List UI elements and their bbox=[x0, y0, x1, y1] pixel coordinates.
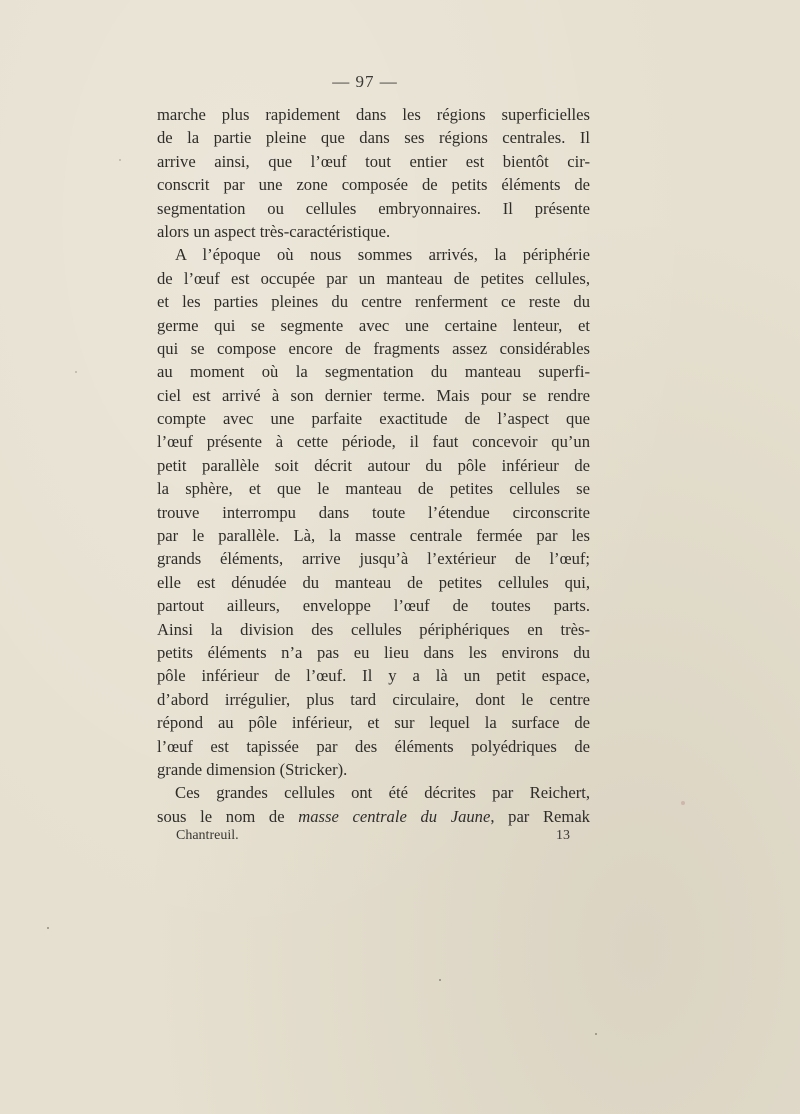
text-line: répond au pôle inférieur, et sur lequel la surface de bbox=[157, 713, 590, 733]
text-line: la sphère, et que le manteau de petites cellules se bbox=[157, 479, 590, 499]
text-line: A l’époque où nous sommes arrivés, la périphérie bbox=[175, 245, 590, 265]
text-line: arrive ainsi, que l’œuf tout entier est bientôt cir- bbox=[157, 151, 590, 171]
text-line: et les parties pleines du centre renferment ce reste du bbox=[157, 292, 590, 312]
printer-signature: Chantreuil. bbox=[176, 828, 239, 843]
text-fragment: sous le nom de bbox=[157, 806, 299, 826]
text-line: de l’œuf est occupée par un manteau de petites cellules, bbox=[157, 268, 590, 288]
text-line: grands éléments, arrive jusqu’à l’extérieur de l’œuf; bbox=[157, 549, 590, 569]
text-line: par le parallèle. Là, la masse centrale fermée par les bbox=[157, 526, 590, 546]
text-line: Ces grandes cellules ont été décrites par Reichert, bbox=[175, 783, 590, 803]
text-line: elle est dénudée du manteau de petites cellules qui, bbox=[157, 572, 590, 592]
text-line: au moment où la segmentation du manteau superfi- bbox=[157, 362, 590, 382]
text-line: l’œuf présente à cette période, il faut concevoir qu’un bbox=[157, 432, 590, 452]
text-line: trouve interrompu dans toute l’étendue circonscrite bbox=[157, 502, 590, 522]
text-line: l’œuf est tapissée par des éléments polyédriques de bbox=[157, 736, 590, 756]
text-line: d’abord irrégulier, plus tard circulaire, dont le centre bbox=[157, 689, 590, 709]
text-line: conscrit par une zone composée de petits éléments de bbox=[157, 175, 590, 195]
text-line: petit parallèle soit décrit autour du pôle inférieur de bbox=[157, 455, 590, 475]
text-line: Ainsi la division des cellules périphériques en très- bbox=[157, 619, 590, 639]
text-line: partout ailleurs, enveloppe l’œuf de toutes parts. bbox=[157, 596, 590, 616]
text-line: germe qui se segmente avec une certaine lenteur, et bbox=[157, 315, 590, 335]
text-line: marche plus rapidement dans les régions superficielles bbox=[157, 105, 590, 124]
body-text bbox=[157, 103, 590, 828]
text-line bbox=[157, 805, 590, 828]
text-line: petits éléments n’a pas eu lieu dans les environs du bbox=[157, 642, 590, 662]
text-line: compte avec une parfaite exactitude de l’aspect que bbox=[157, 409, 590, 429]
italic-term: masse centrale du Jaune bbox=[298, 806, 491, 826]
text-line: de la partie pleine que dans ses régions centrales. Il bbox=[157, 128, 590, 148]
page-number: — 97 — bbox=[332, 72, 398, 91]
text-fragment: , par Remak bbox=[490, 806, 590, 826]
text-line: pôle inférieur de l’œuf. Il y a là un petit espace, bbox=[157, 666, 590, 686]
text-line: segmentation ou cellules embryonnaires. Il présente bbox=[157, 198, 590, 218]
sheet-number: 13 bbox=[556, 828, 570, 843]
text-line: ciel est arrivé à son dernier terme. Mais pour se rendre bbox=[157, 385, 590, 405]
text-line: qui se compose encore de fragments assez considérables bbox=[157, 338, 590, 358]
text-line: alors un aspect très-caractéristique. bbox=[157, 221, 391, 241]
text-line: grande dimension (Stricker). bbox=[157, 759, 348, 779]
